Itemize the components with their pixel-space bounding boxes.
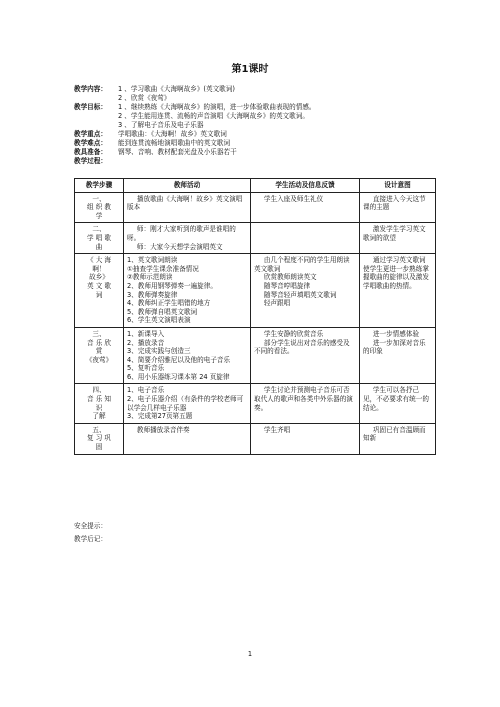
prep-label: 教具准备： — [74, 148, 107, 156]
step-line: 英 文 歌 — [87, 281, 111, 290]
difficult-row — [74, 139, 454, 148]
step-line: 音 乐 欣 — [87, 338, 111, 347]
cell-student — [251, 384, 360, 423]
cell-step — [75, 384, 124, 423]
safety-note-label: 安全提示： — [74, 522, 107, 530]
teacher-line: 4、教师纠正学生唱错的地方 — [127, 299, 211, 308]
student-line: 学生入座及师生礼仪 — [263, 194, 324, 203]
teacher-line: ①抽查学生课余准备情况 — [127, 264, 199, 273]
step-line: 识 — [95, 403, 103, 412]
step-line: 故乡》 — [89, 273, 109, 282]
intent-line: 进一步情感体验 — [372, 329, 420, 338]
intent-line: 直接进入今天这节课的主题 — [363, 194, 426, 212]
postscript-label: 教学后记： — [74, 535, 107, 543]
header-teacher: 教师活动 — [124, 179, 251, 193]
student-line: 学生齐唱 — [263, 425, 291, 434]
teacher-line: 2、播放录音 — [127, 338, 165, 347]
cell-student — [251, 254, 360, 328]
cell-step — [75, 192, 124, 223]
difficult-value: 能到连贯流畅地演唱歌曲中的英文歌词 — [118, 139, 231, 147]
key-value: 学唱歌曲：《大海啊！故乡》英文歌词 — [118, 130, 227, 138]
process-label: 教学过程： — [74, 157, 107, 165]
teacher-line: 3、教师弹奏旋律 — [127, 290, 178, 299]
lesson-plan-table — [74, 178, 436, 455]
cell-teacher — [124, 327, 251, 384]
step-line: 学 唱 歌 — [87, 233, 111, 242]
step-line: 五、 — [92, 425, 106, 434]
step-line: 组 织 教 — [87, 203, 111, 212]
cell-step — [75, 423, 124, 454]
step-line: 三、 — [92, 329, 106, 338]
student-line: 随琴音哼唱旋律 — [263, 281, 311, 290]
table-row — [75, 423, 436, 454]
table-row — [75, 192, 436, 223]
cell-intent — [360, 384, 436, 423]
student-line: 学生讨论并预测电子音乐可否取代人的歌声和各类中外乐器的演奏。 — [254, 386, 353, 412]
table-row — [75, 223, 436, 254]
content-row — [74, 85, 454, 94]
cell-student — [251, 192, 360, 223]
cell-intent — [360, 223, 436, 254]
goal-row — [74, 103, 454, 112]
teacher-line: 5、复听音乐 — [127, 364, 165, 373]
step-line: 词 — [95, 290, 103, 299]
cell-student — [251, 327, 360, 384]
student-line: 轻声跟唱 — [263, 299, 291, 308]
cell-intent — [360, 423, 436, 454]
teacher-line: ②教师示范朗读 — [127, 273, 173, 282]
table-row — [75, 327, 436, 384]
step-line: 赏 — [95, 347, 103, 356]
student-line: 随琴音轻声填唱英文歌词 — [263, 290, 337, 299]
step-line: 啊！ — [92, 264, 106, 273]
teacher-line: 1、电子音乐 — [127, 386, 165, 395]
teacher-line: 1、新课导入 — [127, 329, 165, 338]
process-row — [74, 157, 454, 166]
table-row — [75, 384, 436, 423]
page-number: 1 — [247, 650, 253, 658]
content-line-2: 2 、欣赏《夜莺》 — [118, 94, 171, 102]
key-label: 教学重点： — [74, 130, 107, 138]
step-line: 曲 — [95, 242, 103, 251]
cell-teacher — [124, 423, 251, 454]
teacher-line: 师：大家今天想学会演唱英文 — [136, 242, 223, 251]
step-line: 一、 — [92, 194, 106, 203]
intent-line: 巩固已有音温顾而知新 — [363, 425, 426, 443]
teacher-line: 播放歌曲《大海啊！故乡》英文演唱版本 — [127, 194, 243, 212]
cell-teacher — [124, 384, 251, 423]
intent-line: 激发学生学习英文歌词的欲望 — [363, 225, 426, 242]
teacher-line: 6、用小乐器练习课本第 24 页旋律 — [127, 372, 230, 381]
key-row — [74, 130, 454, 139]
step-line: 固 — [95, 443, 103, 452]
cell-student — [251, 423, 360, 454]
cell-intent — [360, 192, 436, 223]
lesson-title: 第1课时 — [231, 64, 269, 75]
step-line: 音 乐 知 — [87, 395, 111, 404]
cell-teacher — [124, 254, 251, 328]
cell-student — [251, 223, 360, 254]
prep-row — [74, 148, 454, 157]
cell-step — [75, 254, 124, 328]
step-line: 复 习 巩 — [87, 434, 111, 443]
step-line: 二、 — [92, 225, 106, 234]
teacher-line: 6、学生英文演唱表演 — [127, 316, 191, 325]
step-line: 四、 — [92, 386, 106, 395]
header-student: 学生活动及信息反馈 — [251, 179, 360, 193]
prep-value: 钢琴、音响、教材配套光盘及小乐器若干 — [118, 148, 237, 156]
teacher-line: 2、教师用钢琴弹奏一遍旋律。 — [127, 281, 217, 290]
goal-line-1: 1 、继续熟练《大海啊故乡》的演唱，进一步体验歌曲表现的情感。 — [118, 103, 316, 111]
teacher-line: 2、电子乐器介绍（有条件的学校老师可以学会几样电子乐器 — [127, 395, 244, 412]
content-label: 教学内容： — [74, 85, 107, 93]
teacher-line: 师：刚才大家听到的歌声是谁唱的呀。 — [127, 225, 236, 242]
step-line: 了解 — [92, 412, 106, 421]
cell-teacher — [124, 192, 251, 223]
teacher-line: 3、完成实践与创造三 — [127, 347, 191, 356]
step-line: 学 — [95, 211, 103, 220]
table-body — [75, 192, 436, 454]
header-step: 教学步骤 — [75, 179, 124, 193]
student-line: 学生安静的欣赏音乐 — [263, 329, 324, 338]
goal-line-2: 2 、学生能用连贯、流畅的声音演唱《大海啊故乡》的英文歌词。 — [118, 112, 309, 120]
cell-intent — [360, 327, 436, 384]
intent-line: 通过学习英文歌词使学生更进一步熟练掌握歌曲的旋律以及激发学唱歌曲的热情。 — [363, 256, 429, 290]
step-line: 《 大 海 — [87, 256, 111, 265]
table-row — [75, 254, 436, 328]
student-line: 欣赏教师朗读英文 — [263, 273, 317, 282]
content-line-1: 1 、学习歌曲《大海啊故乡》(英文歌词) — [118, 85, 235, 93]
step-line: 《夜莺》 — [85, 355, 113, 364]
goal-label: 教学目标： — [74, 103, 107, 111]
intent-line: 进一步加深对音乐的印象 — [363, 338, 426, 356]
cell-intent — [360, 254, 436, 328]
cell-step — [75, 223, 124, 254]
teacher-line: 教师播放录音伴奏 — [136, 425, 190, 434]
lesson-info — [74, 85, 454, 166]
cell-teacher — [124, 223, 251, 254]
goal-line-3: 3 、了解电子音乐及电子乐器 — [118, 121, 204, 129]
student-line: 由几个程度不同的学生用朗读英文歌词 — [254, 256, 350, 273]
cell-step — [75, 327, 124, 384]
teacher-line: 3、完成第27页第五题 — [127, 412, 193, 421]
teacher-line: 1、英文歌词朗读 — [127, 256, 178, 265]
teacher-line: 5、教师弹自唱英文歌词 — [127, 307, 198, 316]
student-line: 部分学生说出对音乐的感受及不同的看法。 — [254, 338, 350, 356]
header-intent: 设计意图 — [360, 179, 436, 193]
teacher-line: 4、简要介绍雅尼以及他的电子音乐 — [127, 355, 231, 364]
difficult-label: 教学难点： — [74, 139, 107, 147]
table-header-row — [75, 179, 436, 193]
intent-line: 学生可以各抒己见，不必要求有统一的结论。 — [363, 386, 429, 412]
